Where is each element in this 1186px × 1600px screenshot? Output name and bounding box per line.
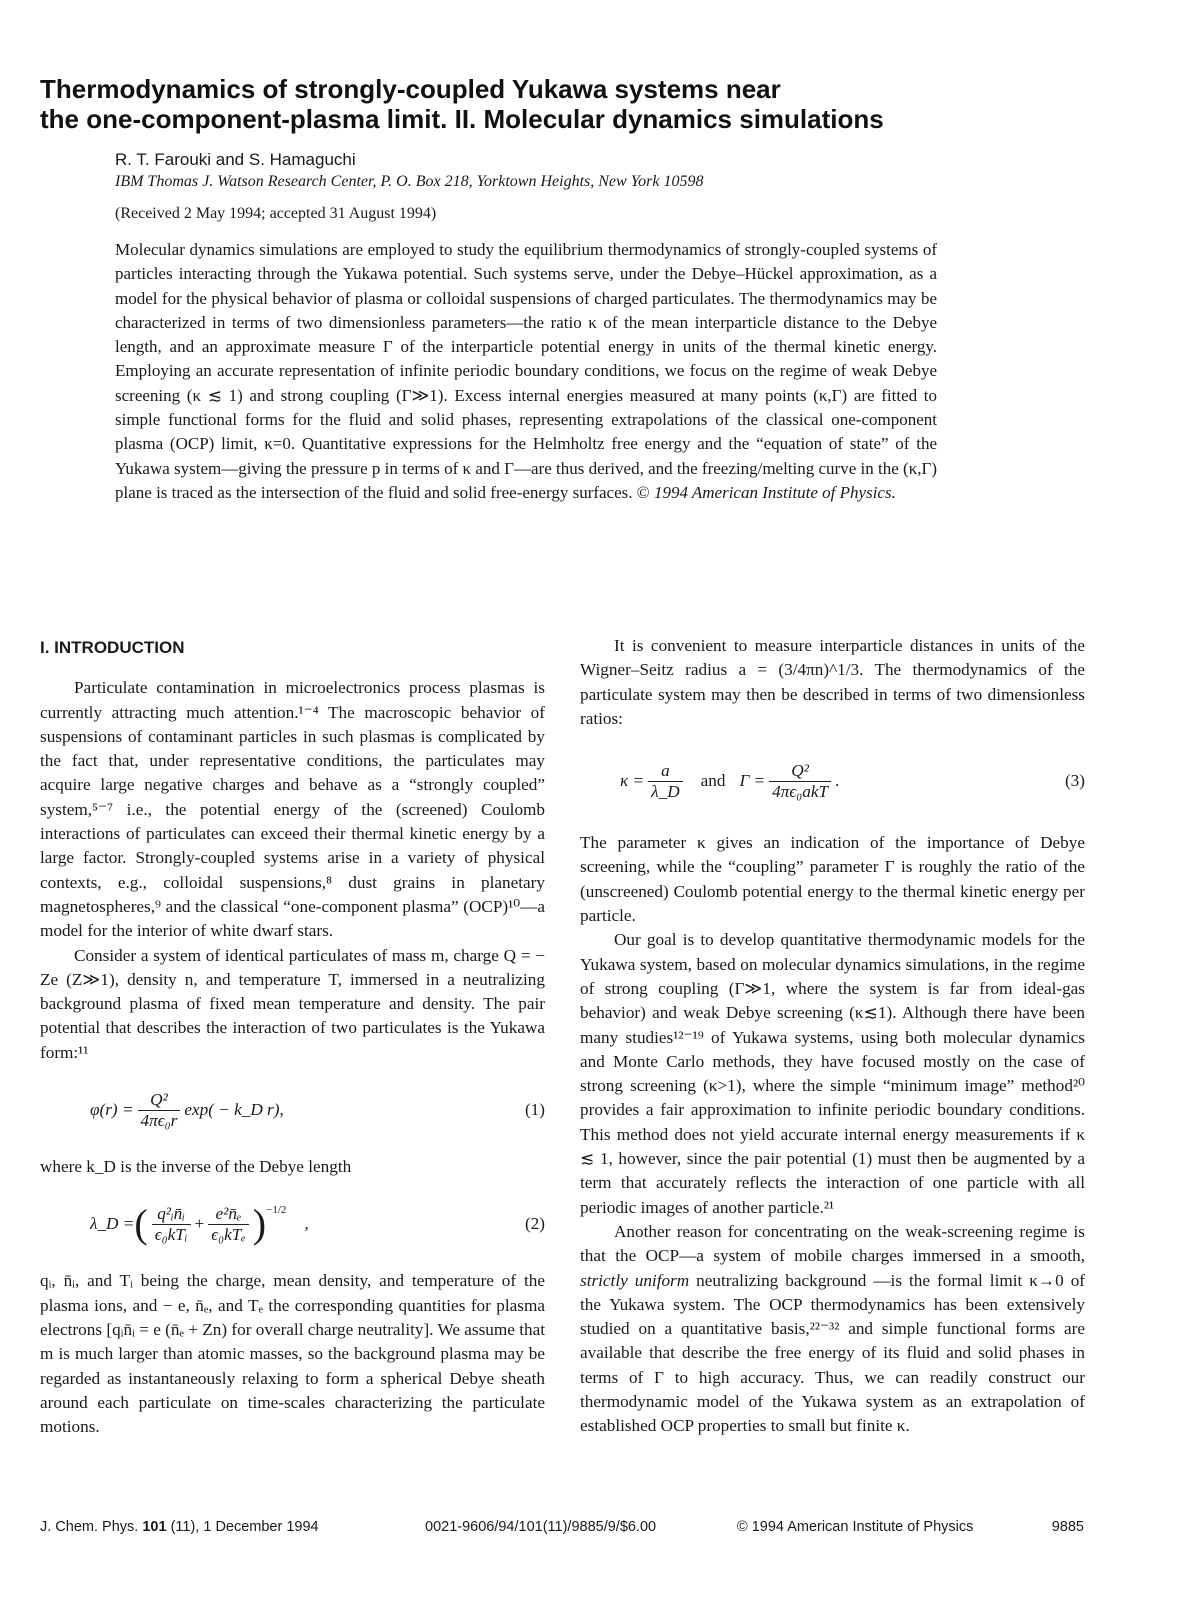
equation-2: λ_D = ( $\frac{\text{q²ᵢn̄ᵢ}}{\text{ϵ₀kTᵢ}}$ + $\frac{\text{e²n̄ₑ}}{\text{ϵ₀kTₑ}}$ ) $^{-1/2}$ , (2): [90, 1201, 545, 1247]
eq3-numerator-1: a: [661, 760, 670, 780]
eq1-denominator: 4πϵ₀r: [138, 1110, 181, 1131]
right-paragraph-4a: Another reason for concentrating on the weak-screening regime is that the OCP—a system of mobile charges immersed in a smooth,: [580, 1221, 1085, 1266]
right-paragraph-4-emphasis: strictly uniform: [580, 1270, 690, 1290]
right-paragraph-2: The parameter κ gives an indication of the importance of Debye screening, while the “coupling” parameter Γ is roughly the ratio of the (unscreened) Coulomb potential energy to the thermal kinetic energy per particle.: [580, 833, 1085, 926]
eq2-left-paren: (: [134, 1201, 148, 1247]
footer-volume: 101: [142, 1519, 167, 1535]
footer-code: 0021-9606/94/101(11)/9885/9/$6.00: [425, 1519, 657, 1535]
paper-title: [40, 74, 1140, 134]
right-column: [580, 634, 1085, 1439]
abstract: [115, 238, 937, 505]
eq1-lhs: φ(r) =: [90, 1099, 134, 1119]
eq2-lhs: λ_D =: [90, 1214, 135, 1234]
eq2-numerator-1: q²ᵢn̄ᵢ: [157, 1203, 185, 1223]
right-paragraph-3: Our goal is to develop quantitative thermodynamic models for the Yukawa system, based on molecular dynamics simulations, in the regime of strong coupling (Γ≫1, where the system is far from ideal-gas behavior) and weak Debye screening (κ≲1). Although there have been many studies¹²⁻¹⁹ of Yukawa systems, using both molecular dynamics and Monte Carlo methods, they have focused mostly on the case of strong screening (κ>1), where the simple “minimum image” method²⁰ provides a fair approximation to infinite periodic boundary conditions. This method does not yield accurate internal energy measurements if κ ≲ 1, however, since the pair potential (1) must then be augmented by a term that accurately reflects the interaction of one particle with all periodic images of another particle.²¹: [580, 930, 1085, 1217]
eq3-kappa: κ =: [620, 771, 645, 791]
eq2-fraction-1: [152, 1204, 191, 1245]
abstract-body: Molecular dynamics simulations are employed to study the equilibrium thermodynamics of strongly-coupled systems of particles interacting through the Yukawa potential. Such systems serve, under the Debye–Hückel approximation, as a model for the physical behavior of plasma or colloidal suspensions of charged particulates. The thermodynamics may be characterized in terms of two dimensionless parameters—the ratio κ of the mean interparticle distance to the Debye length, and an approximate measure Γ of the interparticle potential energy in units of the thermal kinetic energy. Employing an accurate representation of infinite periodic boundary conditions, we focus on the regime of weak Debye screening (κ ≲ 1) and strong coupling (Γ≫1). Excess internal energies measured at many points (κ,Γ) are fitted to simple functional forms for the fluid and solid phases, representing extrapolations of the classical one-component plasma (OCP) limit, κ=0. Quantitative expressions for the Helmholtz free energy and the “equation of state” of the Yukawa system—giving the pressure p in terms of κ and Γ—are thus derived, and the freezing/melting curve in the (κ,Γ) plane is traced as the intersection of the fluid and solid free-energy surfaces. ©: [115, 240, 937, 502]
intro-paragraph-1: Particulate contamination in microelectronics process plasmas is currently attracting much attention.¹⁻⁴ The macroscopic behavior of suspensions of contaminant particles in such plasmas is complicated by the fact that, under representative conditions, the particulates may acquire large negative charges and behave as a “strongly coupled” system,⁵⁻⁷ i.e., the potential energy of the (screened) Coulomb interactions of particulates can exceed their thermal kinetic energy by a large factor. Strongly-coupled systems arise in a variety of physical contexts, e.g., colloidal suspensions,⁸ dust grains in planetary magnetospheres,⁹ and the classical “one-component plasma” (OCP)¹⁰—a model for the interior of white dwarf stars.: [40, 678, 545, 941]
title-line-1: Thermodynamics of strongly-coupled Yukawa systems near: [40, 74, 781, 104]
intro-paragraph-4: qᵢ, n̄ᵢ, and Tᵢ being the charge, mean density, and temperature of the plasma ions, and − e, n̄ₑ, and Tₑ the corresponding quantities for plasma electrons [qᵢn̄ᵢ = e (n̄ₑ + Zn) for overall charge neutrality]. We assume that m is much larger than atomic masses, so the background plasma may be regarded as instantaneously relaxing to form a spherical Debye sheath around each particulate on time-scales characterizing the particulate motions.: [40, 1271, 545, 1437]
eq3-denominator-1: λ_D: [648, 781, 682, 802]
eq2-right-paren: ): [252, 1201, 267, 1247]
eq2-label: (2): [524, 1214, 545, 1234]
eq3-label: (3): [1064, 771, 1085, 791]
eq3-denominator-2: 4πϵ₀akT: [769, 781, 831, 802]
eq3-fraction-1: [648, 761, 682, 802]
eq3-gamma: Γ =: [739, 771, 766, 791]
footer-copyright: © 1994 American Institute of Physics: [737, 1519, 974, 1535]
section-heading: I. INTRODUCTION: [40, 638, 185, 657]
equation-1: [40, 1075, 545, 1145]
intro-paragraph-2: Consider a system of identical particulates of mass m, charge Q = − Ze (Z≫1), density n, and temperature T, immersed in a neutralizing background plasma of fixed mean temperature and density. The pair potential that describes the interaction of two particulates is the Yukawa form:¹¹: [40, 945, 545, 1062]
eq2-comma: ,: [304, 1214, 309, 1234]
eq3-dot: .: [835, 771, 840, 791]
eq1-numerator: Q²: [150, 1089, 168, 1109]
abstract-copyright: 1994 American Institute of Physics.: [653, 482, 896, 502]
page-number: 9885: [1051, 1519, 1084, 1535]
eq1-rhs: exp( − k_D r),: [184, 1099, 284, 1119]
right-paragraph-4b: neutralizing background —is the formal limit κ→0 of the Yukawa system. The OCP thermodynamics has been extensively studied on a quantitative basis,²²⁻³² and simple functional forms are available that describe the free energy of its fluid and solid phases in terms of Γ to high accuracy. Thus, we can readily construct our thermodynamic model of the Yukawa system as an extrapolation of established OCP properties to small but finite κ.: [580, 1270, 1086, 1436]
eq3-and: and: [700, 771, 726, 791]
equation-3: [580, 741, 1085, 821]
right-paragraph-4: [580, 1220, 1085, 1439]
footer-journal: J. Chem. Phys.: [40, 1519, 139, 1535]
intro-paragraph-3: where k_D is the inverse of the Debye length: [40, 1157, 352, 1177]
title-line-2: the one-component-plasma limit. II. Molecular dynamics simulations: [40, 104, 884, 134]
eq3-numerator-2: Q²: [791, 760, 809, 780]
eq2-plus: +: [194, 1214, 205, 1234]
footer-issue-date: (11), 1 December 1994: [170, 1519, 319, 1535]
eq2-denominator-2: ϵ₀kTₑ: [208, 1224, 249, 1245]
eq2-denominator-1: ϵ₀kTᵢ: [152, 1224, 191, 1245]
eq3-fraction-2: [769, 761, 831, 802]
eq2-fraction-2: [208, 1204, 249, 1245]
authors: R. T. Farouki and S. Hamaguchi: [115, 150, 356, 169]
right-paragraph-1: It is convenient to measure interparticle distances in units of the Wigner–Seitz radius a = (3/4πn)^1/3. The thermodynamics of the particulate system may then be described in terms of two dimensionless ratios:: [580, 636, 1085, 728]
affiliation: IBM Thomas J. Watson Research Center, P. O. Box 218, Yorktown Heights, New York 10598: [115, 173, 704, 190]
received-dates: (Received 2 May 1994; accepted 31 August 1994): [115, 205, 437, 222]
eq1-label: (1): [524, 1099, 545, 1119]
left-column: [40, 634, 545, 1439]
eq1-fraction: [138, 1090, 181, 1131]
footer-citation: [40, 1519, 319, 1535]
eq2-numerator-2: e²n̄ₑ: [215, 1203, 242, 1223]
